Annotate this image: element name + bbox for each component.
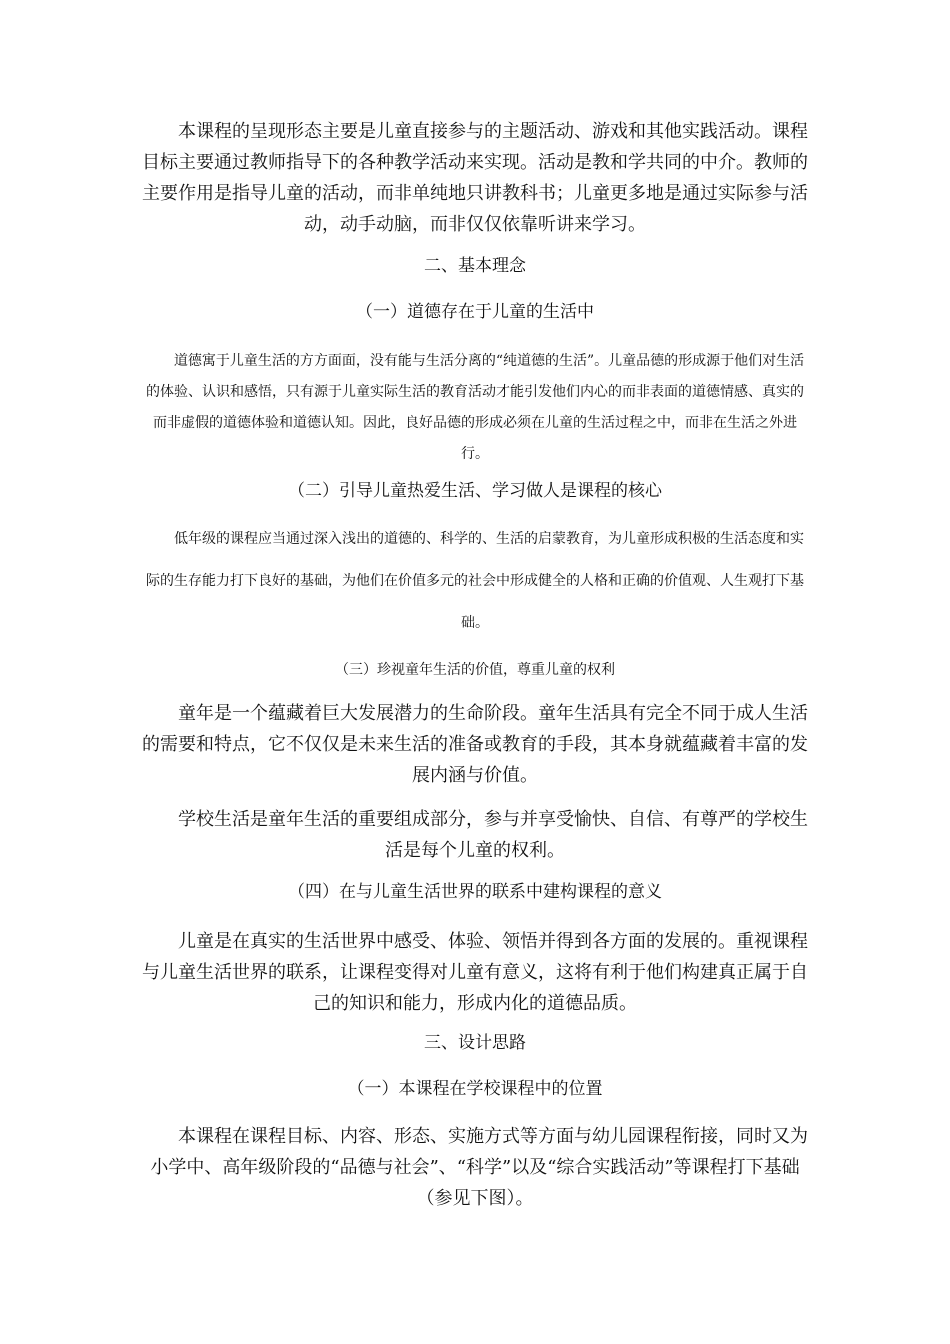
paragraph-text: 本课程的呈现形态主要是儿童直接参与的主题活动、游戏和其他实践活动。课程目标主要通过教师指导下的各种教学活动来实现。活动是教和学共同的中介。教师的主要作用是指导儿童的活动，而非单纯地只讲教科书；儿童更多地是通过实际参与活动，动手动脑，而非仅仅依靠听讲来学习。 xyxy=(142,121,808,235)
paragraph-morality-in-life xyxy=(140,346,810,470)
section-heading-basic-concepts: 二、基本理念 xyxy=(424,256,526,276)
paragraph-life-world xyxy=(140,926,810,1019)
paragraph-text: 童年是一个蕴藏着巨大发展潜力的生命阶段。童年生活具有完全不同于成人生活的需要和特点，它不仅仅是未来生活的准备或教育的手段，其本身就蕴藏着丰富的发展内涵与价值。 xyxy=(142,703,808,786)
paragraph-school-life xyxy=(140,804,810,866)
paragraph-text: 道德寓于儿童生活的方方面面，没有能与生活分离的“纯道德的生活”。儿童品德的形成源于他们对生活的体验、认识和感悟，只有源于儿童实际生活的教育活动才能引发他们内心的而非表面的道德情感、真实的而非虚假的道德体验和道德认知。因此，良好品德的形成必须在儿童的生活过程之中，而非在生活之外进行。 xyxy=(146,353,805,462)
section-heading-design: 三、设计思路 xyxy=(424,1033,526,1053)
paragraph-activity-form xyxy=(140,116,810,240)
subheading-3: （三）珍视童年生活的价值，尊重儿童的权利 xyxy=(335,662,615,678)
paragraph-text: 学校生活是童年生活的重要组成部分，参与并享受愉快、自信、有尊严的学校生活是每个儿童的权利。 xyxy=(178,809,808,861)
paragraph-text: 本课程在课程目标、内容、形态、实施方式等方面与幼儿园课程衔接，同时又为小学中、高年级阶段的“品德与社会”、“科学”以及“综合实践活动”等课程打下基础（参见下图）。 xyxy=(150,1126,808,1209)
subheading-4: （四）在与儿童生活世界的联系中建构课程的意义 xyxy=(288,882,662,902)
subheading-5: （一）本课程在学校课程中的位置 xyxy=(347,1079,603,1099)
paragraph-childhood-value xyxy=(140,698,810,791)
paragraph-lower-grades xyxy=(140,518,810,644)
paragraph-text: 儿童是在真实的生活世界中感受、体验、领悟并得到各方面的发展的。重视课程与儿童生活世界的联系，让课程变得对儿童有意义，这将有利于他们构建真正属于自己的知识和能力，形成内化的道德品质。 xyxy=(142,931,808,1014)
paragraph-text: 低年级的课程应当通过深入浅出的道德的、科学的、生活的启蒙教育，为儿童形成积极的生活态度和实际的生存能力打下良好的基础，为他们在价值多元的社会中形成健全的人格和正确的价值观、人生观打下基础。 xyxy=(146,531,804,631)
subheading-1: （一）道德存在于儿童的生活中 xyxy=(356,302,594,322)
subheading-2: （二）引导儿童热爱生活、学习做人是课程的核心 xyxy=(288,481,662,501)
paragraph-curriculum-position xyxy=(140,1121,810,1214)
